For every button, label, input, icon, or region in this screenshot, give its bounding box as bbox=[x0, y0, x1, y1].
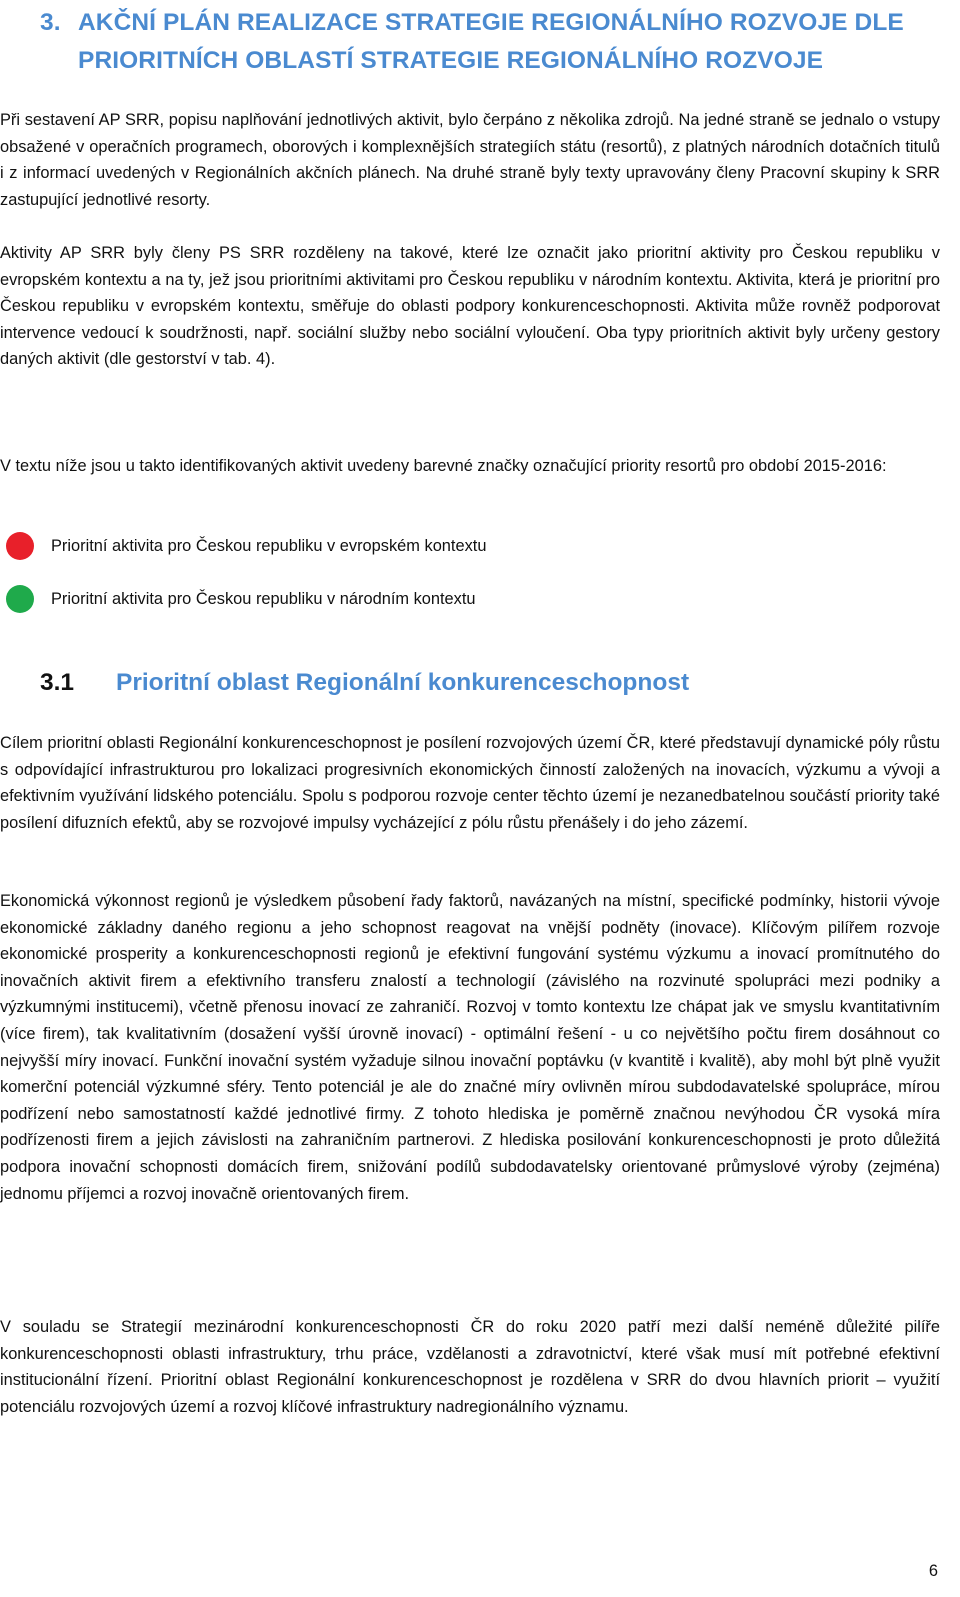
paragraph-activity-types: Aktivity AP SRR byly členy PS SRR rozděleny na takové, které lze označit jako prioritní aktivity pro Českou republiku v evropském kontextu a na ty, jež jsou prioritními aktivitami pro Českou republiku v národním kontextu. Aktivita, která je prioritní pro Českou republiku v evropském kontextu, směřuje do oblasti podpory konkurenceschopnosti. Aktivita může rovněž podporovat intervence vedoucí k soudržnosti, např. sociální služby nebo sociální vyloučení. Oba typy prioritních aktivit byly určeny gestory daných aktivit (dle gestorství v tab. 4). bbox=[0, 244, 940, 369]
legend-label-european: Prioritní aktivita pro Českou republiku v evropském kontextu bbox=[51, 537, 487, 555]
red-dot-icon bbox=[6, 532, 34, 560]
section-title: Prioritní oblast Regionální konkurenceschopnost bbox=[116, 669, 690, 696]
paragraph-economic-performance: Ekonomická výkonnost regionů je výsledkem působení řady faktorů, navázaných na místní, specifické podmínky, historii vývoje ekonomické základny daného regionu a jeho schopnost reagovat na vnější podněty (inovace). Klíčovým pilířem rozvoje ekonomické prosperity a konkurenceschopnosti regionů je efektivní fungování systému výzkumu a inovací promítnutého do inovačních aktivit firem a efektivního transferu znalostí a technologií (závislého na rozvinuté spolupráci mezi podniky a výzkumnými institucemi), včetně přenosu inovací ze zahraničí. Rozvoj v tomto kontextu lze chápat jak ve smyslu kvantitativním (více firem), tak kvalitativním (dosažení vyšší úrovně inovací) - optimální řešení - u co největšího počtu firem dosáhnout co nejvyšší míry inovací. Funkční inovační systém vyžaduje silnou inovační poptávku (v kvantitě i kvalitě), aby mohl být plně využit komerční potenciál výzkumné sféry. Tento potenciál je ale do značné míry ovlivněn mírou subdodavatelské spolupráce, mírou podřízení nebo samostatností každé jednotlivé firmy. Z tohoto hlediska je poměrně značnou nevýhodou ČR vysoká míra podřízenosti firem a jejich závislosti na zahraničním partnerovi. Z hlediska posilování konkurenceschopnosti je proto důležitá podpora inovační schopnosti domácích firem, snižování podílů subdodavatelsky orientované průmyslové výroby (zejména) jednomu příjemci a rozvoj inovačně orientovaných firem. bbox=[0, 892, 940, 1203]
paragraph-sources: Při sestavení AP SRR, popisu naplňování jednotlivých aktivit, bylo čerpáno z několika zdrojů. Na jedné straně se jednalo o vstupy obsažené v operačních programech, oborových i komplexnějších strategiích státu (resortů), z platných národních dotačních titulů i z informací uvedených v Regionálních akčních plánech. Na druhé straně byly texty upravovány členy Pracovní skupiny k SRR zastupující jednotlivé resorty. bbox=[0, 111, 940, 209]
section-heading bbox=[40, 664, 689, 702]
chapter-title-line-1: AKČNÍ PLÁN REALIZACE STRATEGIE REGIONÁLNÍHO ROZVOJE DLE bbox=[78, 9, 904, 36]
legend-item-national bbox=[0, 585, 940, 625]
paragraph-priority-goal: Cílem prioritní oblasti Regionální konkurenceschopnost je posílení rozvojových území ČR, které představují dynamické póly růstu s odpovídající infrastrukturou pro lokalizaci progresivních ekonomických činností založených na inovacích, výzkumu a vývoji a efektivním využívání lidského potenciálu. Spolu s podporou rozvoje center těchto území je nezanedbatelnou součástí priority také posílení difuzních efektů, aby se rozvojové impulsy vycházející z pólu růstu přenášely i do jeho zázemí. bbox=[0, 734, 940, 832]
paragraph-strategy-alignment: V souladu se Strategií mezinárodní konkurenceschopnosti ČR do roku 2020 patří mezi další neméně důležité pilíře konkurenceschopnosti oblasti infrastruktury, trhu práce, vzdělanosti a zdravotnictví, které však musí mít potřebné efektivní institucionální řízení. Prioritní oblast Regionální konkurenceschopnost je rozdělena v SRR do dvou hlavních priorit – využití potenciálu rozvojových území a rozvoj klíčové infrastruktury nadregionálního významu. bbox=[0, 1318, 940, 1416]
legend-label-national: Prioritní aktivita pro Českou republiku v národním kontextu bbox=[51, 590, 476, 608]
paragraph-color-marks: V textu níže jsou u takto identifikovaných aktivit uvedeny barevné značky označující priority resortů pro období 2015-2016: bbox=[0, 457, 887, 475]
chapter-heading bbox=[40, 4, 940, 80]
section-number: 3.1 bbox=[40, 669, 75, 696]
legend-item-european bbox=[0, 532, 940, 572]
chapter-title-line-2: PRIORITNÍCH OBLASTÍ STRATEGIE REGIONÁLNÍHO ROZVOJE bbox=[78, 47, 824, 74]
green-dot-icon bbox=[6, 585, 34, 613]
chapter-number: 3. bbox=[40, 9, 61, 36]
page-number: 6 bbox=[928, 1562, 938, 1580]
